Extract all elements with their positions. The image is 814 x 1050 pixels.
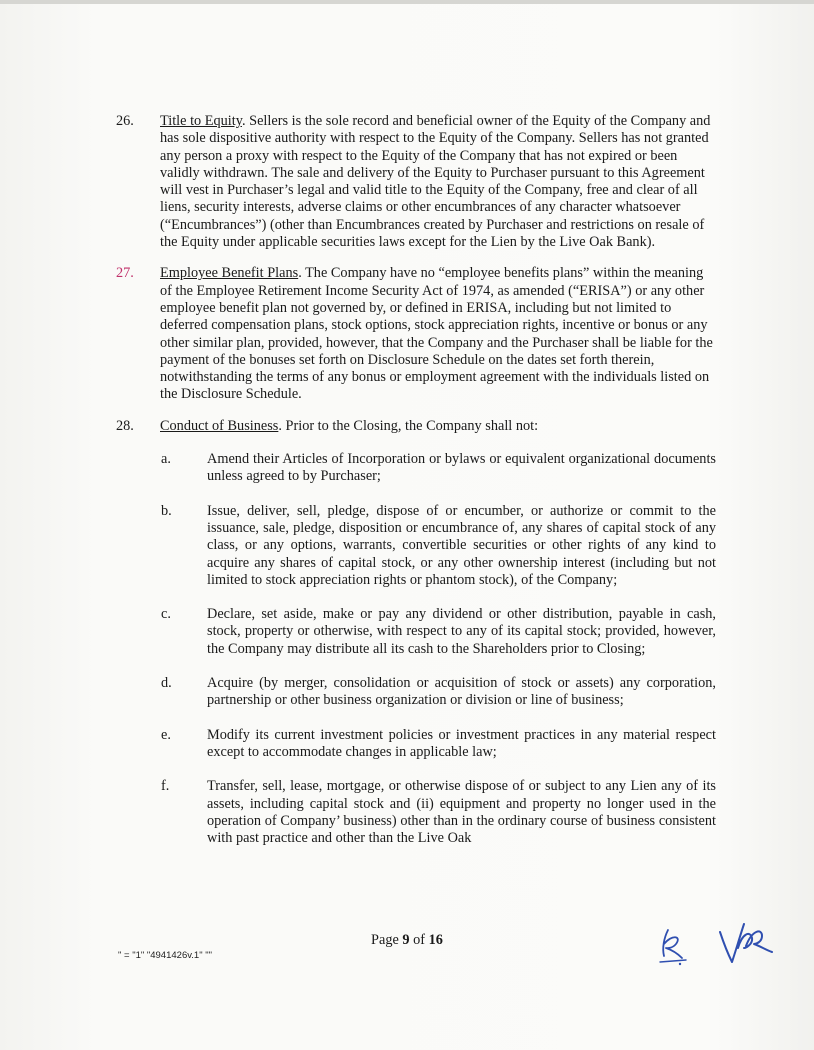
section-text: [160, 265, 716, 403]
section-text: [160, 418, 716, 435]
list-item: [160, 727, 716, 762]
item-text: Transfer, sell, lease, mortgage, or otherwise dispose of or subject to any Lien any of its assets, including capital stock and (ii) equipment and property no longer used in the operation of Company’ business) other than in the ordinary course of business consistent with past practice and other than the Live Oak: [207, 778, 716, 847]
list-item: [160, 503, 716, 589]
item-letter: c.: [161, 606, 171, 623]
list-item: [160, 778, 716, 847]
section-number: 26.: [116, 113, 134, 129]
item-letter: b.: [161, 502, 172, 519]
item-letter: d.: [161, 675, 172, 692]
section-heading: Employee Benefit Plans: [160, 265, 299, 282]
list-item: [160, 675, 716, 710]
initials-signature-icon: [716, 918, 776, 966]
page-total: 16: [428, 932, 443, 948]
section-paragraph: . Prior to the Closing, the Company shall not:: [278, 417, 539, 434]
page-prefix: Page: [371, 932, 403, 948]
section-heading: Title to Equity: [160, 113, 242, 129]
item-text: Amend their Articles of Incorporation or bylaws or equivalent organizational documents unless agreed to by Purchaser;: [207, 451, 716, 485]
item-text: Modify its current investment policies or investment practices in any material respect except to accommodate changes in applicable law;: [207, 726, 716, 760]
conduct-subitems: [160, 451, 716, 847]
document-body: [116, 113, 716, 864]
item-letter: e.: [161, 726, 171, 743]
section-number: 28.: [116, 417, 134, 434]
document-id: " = "1" "4941426v.1" "": [118, 950, 212, 961]
section-heading: Conduct of Business: [160, 417, 279, 434]
list-item: [160, 451, 716, 486]
initials-signature-icon: [652, 924, 692, 968]
item-letter: a.: [161, 451, 171, 468]
section-27: [116, 265, 716, 403]
page-of: of: [409, 932, 429, 948]
section-28: [116, 418, 716, 435]
page-current: 9: [402, 932, 410, 948]
section-paragraph: . The Company have no “employee benefits plans” within the meaning of the Employee Retirement Income Security Act of 1974, as amended (“ERISA”) or any other employee benefit plan not governed by, or defined in ERISA, including but not limited to deferred compensation plans, stock options, stock appreciation rights, incentive or bonus or any other similar plan, provided, however, that the Company and the Purchaser shall be liable for the payment of the bonuses set forth on Disclosure Schedule on the dates set forth therein, notwithstanding the terms of any bonus or employment agreement with the individuals listed on the Disclosure Schedule.: [160, 265, 713, 403]
scan-edge: [0, 0, 814, 4]
section-26: [116, 113, 716, 251]
section-paragraph: . Sellers is the sole record and beneficial owner of the Equity of the Company and has sole dispositive authority with respect to the Equity of the Company. Sellers has not granted any person a proxy with respect to the Equity of the Company that has not expired or been validly withdrawn. The sale and delivery of the Equity to Purchaser pursuant to this Agreement will vest in Purchaser’s legal and valid title to the Equity of the Company, free and clear of all liens, security interests, adverse claims or other encumbrances of any character whatsoever (“Encumbrances”) (other than Encumbrances created by Purchaser and restrictions on resale of the Equity under applicable securities laws except for the Lien by the Live Oak Bank).: [160, 113, 711, 251]
list-item: [160, 606, 716, 658]
item-text: Declare, set aside, make or pay any dividend or other distribution, payable in cash, stock, property or otherwise, with respect to any of its capital stock; provided, however, the Company may distribute all its cash to the Shareholders prior to Closing;: [207, 606, 716, 657]
item-text: Issue, deliver, sell, pledge, dispose of or encumber, or authorize or commit to the issuance, sale, pledge, disposition or encumbrance of, any shares of capital stock of any class, or any options, warrants, convertible securities or other rights of any kind to acquire any shares of capital stock, or any other ownership interest (including but not limited to stock appreciation rights or phantom stock), of the Company;: [207, 502, 716, 588]
item-text: Acquire (by merger, consolidation or acquisition of stock or assets) any corporation, partnership or other business organization or division or line of business;: [207, 675, 716, 709]
section-number: 27.: [116, 265, 134, 282]
item-letter: f.: [161, 778, 170, 795]
section-text: [160, 113, 716, 251]
